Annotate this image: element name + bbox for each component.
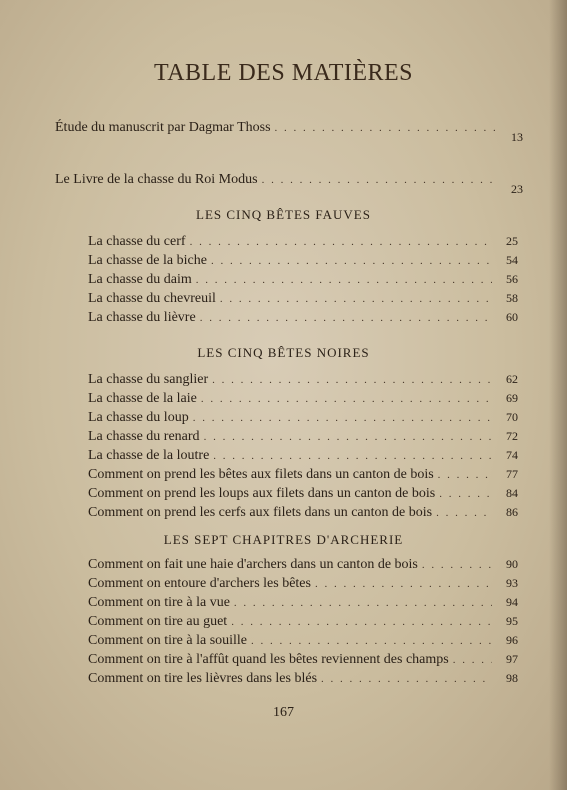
toc-entry-label: Comment on tire à la souille xyxy=(88,633,248,648)
toc-entry-page: 69 xyxy=(506,391,518,405)
dot-leader xyxy=(234,597,492,609)
toc-entry-page: 84 xyxy=(506,486,518,500)
dot-leader xyxy=(438,469,492,481)
dot-leader xyxy=(251,635,492,647)
toc-entry-page: 90 xyxy=(506,557,518,571)
dot-leader xyxy=(196,274,492,286)
toc-entry-label: Comment on prend les bêtes aux filets dans un canton de bois xyxy=(88,467,434,482)
toc-entry-label: La chasse du renard xyxy=(88,429,200,444)
dot-leader xyxy=(213,450,492,462)
dot-leader xyxy=(321,673,492,685)
toc-entry xyxy=(88,448,518,466)
toc-entry xyxy=(88,272,518,290)
toc-entry-label: La chasse du lièvre xyxy=(88,310,196,325)
section-heading: LES CINQ BÊTES FAUVES xyxy=(196,207,371,222)
toc-entry xyxy=(88,505,518,523)
toc-entry xyxy=(88,595,518,613)
toc-entry-page: 56 xyxy=(506,272,518,286)
dot-leader xyxy=(201,393,492,405)
toc-entry-page: 25 xyxy=(506,234,518,248)
toc-entry-page: 86 xyxy=(506,505,518,519)
dot-leader xyxy=(200,312,492,324)
toc-entry-label: Comment on entoure d'archers les bêtes xyxy=(88,576,311,591)
toc-entry-page: 58 xyxy=(506,291,518,305)
toc-entry-page: 93 xyxy=(506,576,518,590)
toc-entry-label: Comment on tire au guet xyxy=(88,614,228,629)
toc-entry-page: 23 xyxy=(511,182,523,196)
dot-leader xyxy=(193,412,492,424)
toc-entry-label: La chasse de la loutre xyxy=(88,448,210,463)
toc-entry-page: 54 xyxy=(506,253,518,267)
toc-entry-label: Comment on prend les loups aux filets dans un canton de bois xyxy=(88,486,436,501)
toc-entry xyxy=(88,614,518,632)
toc-entry xyxy=(55,172,523,196)
dot-leader xyxy=(439,488,492,500)
toc-entry xyxy=(88,234,518,252)
toc-entry-label: La chasse du sanglier xyxy=(88,372,209,387)
dot-leader xyxy=(212,374,492,386)
toc-entry-page: 72 xyxy=(506,429,518,443)
dot-leader xyxy=(204,431,492,443)
toc-entry-label: La chasse du loup xyxy=(88,410,189,425)
page-title: TABLE DES MATIÈRES xyxy=(153,60,414,86)
toc-entry-page: 94 xyxy=(506,595,518,609)
toc-entry xyxy=(55,120,523,144)
toc-entry-label: La chasse de la laie xyxy=(88,391,197,406)
toc-entry-label: Le Livre de la chasse du Roi Modus xyxy=(55,172,258,187)
toc-entry xyxy=(88,633,518,651)
dot-leader xyxy=(211,255,492,267)
toc-entry xyxy=(88,652,518,670)
toc-entry-page: 97 xyxy=(506,652,518,666)
toc-entry xyxy=(88,557,518,575)
dot-leader xyxy=(436,507,492,519)
toc-entry-label: La chasse de la biche xyxy=(88,253,207,268)
toc-entry-page: 70 xyxy=(506,410,518,424)
dot-leader xyxy=(275,122,497,134)
toc-entry-label: Comment on fait une haie d'archers dans un canton de bois xyxy=(88,557,418,572)
toc-entry xyxy=(88,310,518,328)
toc-entry-label: Comment on prend les cerfs aux filets dans un canton de bois xyxy=(88,505,433,520)
toc-entry xyxy=(88,291,518,309)
toc-entry xyxy=(88,671,518,689)
dot-leader xyxy=(220,293,492,305)
dot-leader xyxy=(453,654,492,666)
toc-entry-page: 98 xyxy=(506,671,518,685)
toc-entry xyxy=(88,467,518,485)
page-number: 167 xyxy=(273,705,294,720)
toc-entry-label: Comment on tire à l'affût quand les bêtes reviennent des champs xyxy=(88,652,449,667)
dot-leader xyxy=(190,236,492,248)
toc-entry-label: La chasse du chevreuil xyxy=(88,291,216,306)
dot-leader xyxy=(231,616,492,628)
toc-entry-page: 96 xyxy=(506,633,518,647)
dot-leader xyxy=(422,559,492,571)
toc-entry xyxy=(88,576,518,594)
toc-entry-label: Étude du manuscrit par Dagmar Thoss xyxy=(55,120,271,135)
page-edge-shadow xyxy=(549,0,567,790)
toc-entry-page: 77 xyxy=(506,467,518,481)
toc-entry xyxy=(88,253,518,271)
toc-entry-page: 95 xyxy=(506,614,518,628)
toc-entry-page: 13 xyxy=(511,130,523,144)
toc-entry xyxy=(88,391,518,409)
toc-entry xyxy=(88,486,518,504)
toc-entry-page: 62 xyxy=(506,372,518,386)
toc-entry xyxy=(88,410,518,428)
section-heading: LES SEPT CHAPITRES D'ARCHERIE xyxy=(163,532,404,547)
toc-entry-label: La chasse du cerf xyxy=(88,234,186,249)
toc-entry-page: 60 xyxy=(506,310,518,324)
toc-entry xyxy=(88,372,518,390)
section-heading: LES CINQ BÊTES NOIRES xyxy=(197,345,370,360)
dot-leader xyxy=(262,174,497,186)
toc-entry-label: La chasse du daim xyxy=(88,272,192,287)
toc-entry-page: 74 xyxy=(506,448,518,462)
toc-entry xyxy=(88,429,518,447)
toc-entry-label: Comment on tire les lièvres dans les blés xyxy=(88,671,318,686)
dot-leader xyxy=(315,578,492,590)
toc-entry-label: Comment on tire à la vue xyxy=(88,595,230,610)
